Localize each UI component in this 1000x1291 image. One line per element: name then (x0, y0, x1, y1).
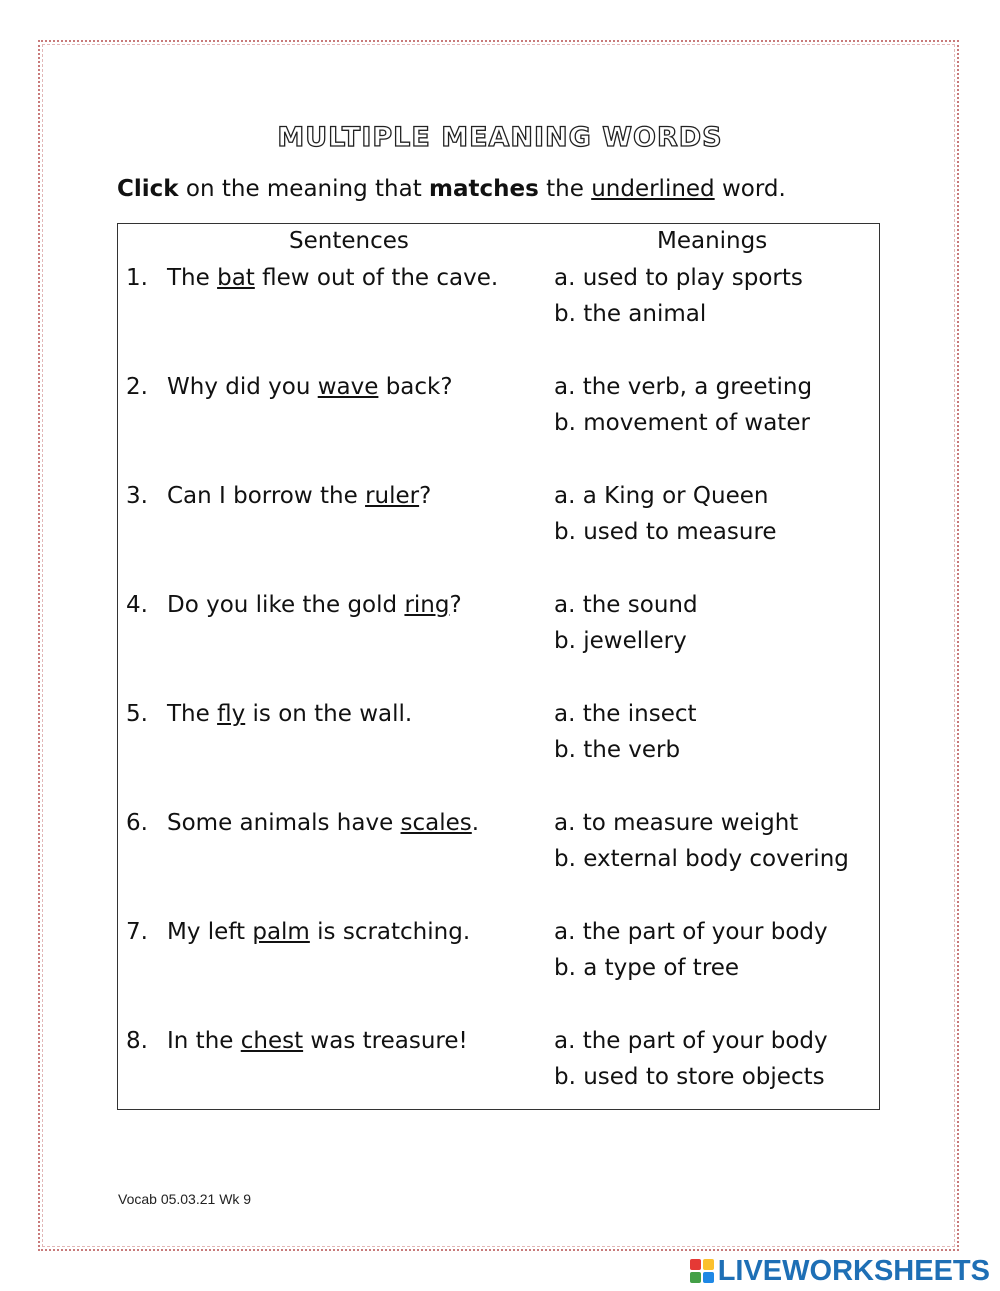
logo-square-3 (690, 1272, 701, 1283)
header-meanings: Meanings (657, 228, 768, 254)
question-number: 3. (126, 483, 148, 509)
meaning-option-2-a[interactable]: a. the verb, a greeting (554, 374, 813, 400)
question-text-pre: Why did you (167, 374, 318, 400)
instructions (117, 176, 786, 202)
logo-square-4 (703, 1272, 714, 1283)
question-text-post: is on the wall. (245, 701, 413, 727)
meaning-option-6-a[interactable]: a. to measure weight (554, 810, 799, 836)
question-text-pre: Can I borrow the (167, 483, 366, 509)
instructions-matches: matches (429, 176, 539, 202)
meaning-option-7-b[interactable]: b. a type of tree (554, 955, 740, 981)
meaning-option-8-a[interactable]: a. the part of your body (554, 1028, 828, 1054)
meaning-option-4-a[interactable]: a. the sound (554, 592, 698, 618)
underlined-word: bat (217, 265, 255, 291)
header-sentences: Sentences (289, 228, 409, 254)
question-number: 5. (126, 701, 148, 727)
footer-label: Vocab 05.03.21 Wk 9 (118, 1191, 252, 1207)
instructions-text-2: the (538, 176, 592, 202)
question-text-pre: The (167, 265, 218, 291)
instructions-text-1: on the meaning that (178, 176, 430, 202)
meaning-option-1-a[interactable]: a. used to play sports (554, 265, 803, 291)
liveworksheets-logo-icon (690, 1259, 714, 1283)
question-2 (126, 374, 453, 400)
question-4 (126, 592, 462, 618)
instructions-underlined: underlined (591, 176, 715, 202)
question-text-post: is scratching. (309, 919, 471, 945)
meaning-option-4-b[interactable]: b. jewellery (554, 628, 687, 654)
instructions-click: Click (117, 176, 179, 202)
question-number: 8. (126, 1028, 148, 1054)
meaning-option-5-b[interactable]: b. the verb (554, 737, 681, 763)
meaning-option-2-b[interactable]: b. movement of water (554, 410, 810, 436)
meaning-option-5-a[interactable]: a. the insect (554, 701, 697, 727)
underlined-word: scales (400, 810, 472, 836)
underlined-word: wave (317, 374, 379, 400)
question-text-post: was treasure! (303, 1028, 468, 1054)
meaning-option-1-b[interactable]: b. the animal (554, 301, 707, 327)
question-text-post: . (471, 810, 480, 836)
question-number: 4. (126, 592, 148, 618)
meaning-option-8-b[interactable]: b. used to store objects (554, 1064, 825, 1090)
question-number: 1. (126, 265, 148, 291)
question-text-post: flew out of the cave. (254, 265, 499, 291)
underlined-word: ruler (365, 483, 420, 509)
meaning-option-7-a[interactable]: a. the part of your body (554, 919, 828, 945)
underlined-word: ring (404, 592, 450, 618)
meaning-option-3-b[interactable]: b. used to measure (554, 519, 777, 545)
underlined-word: palm (252, 919, 310, 945)
question-1 (126, 265, 498, 291)
underlined-word: fly (217, 701, 246, 727)
question-text-pre: In the (167, 1028, 241, 1054)
logo-square-2 (703, 1259, 714, 1270)
question-6 (126, 810, 479, 836)
question-5 (126, 701, 412, 727)
question-text-post: ? (449, 592, 462, 618)
question-number: 6. (126, 810, 148, 836)
question-3 (126, 483, 431, 509)
brand-name: LIVEWORKSHEETS (717, 1254, 990, 1287)
question-text-pre: Some animals have (167, 810, 401, 836)
question-8 (126, 1028, 468, 1054)
question-7 (126, 919, 470, 945)
instructions-text-3: word. (714, 176, 786, 202)
underlined-word: chest (240, 1028, 304, 1054)
question-text-post: back? (378, 374, 453, 400)
meaning-option-3-a[interactable]: a. a King or Queen (554, 483, 769, 509)
worksheet-table (117, 223, 880, 1110)
question-text-pre: The (167, 701, 218, 727)
question-number: 2. (126, 374, 148, 400)
question-text-post: ? (419, 483, 432, 509)
question-text-pre: Do you like the gold (167, 592, 405, 618)
logo-square-1 (690, 1259, 701, 1270)
worksheet-title: MULTIPLE MEANING WORDS (277, 122, 723, 153)
question-text-pre: My left (167, 919, 253, 945)
question-number: 7. (126, 919, 148, 945)
meaning-option-6-b[interactable]: b. external body covering (554, 846, 849, 872)
liveworksheets-brand (690, 1254, 990, 1288)
